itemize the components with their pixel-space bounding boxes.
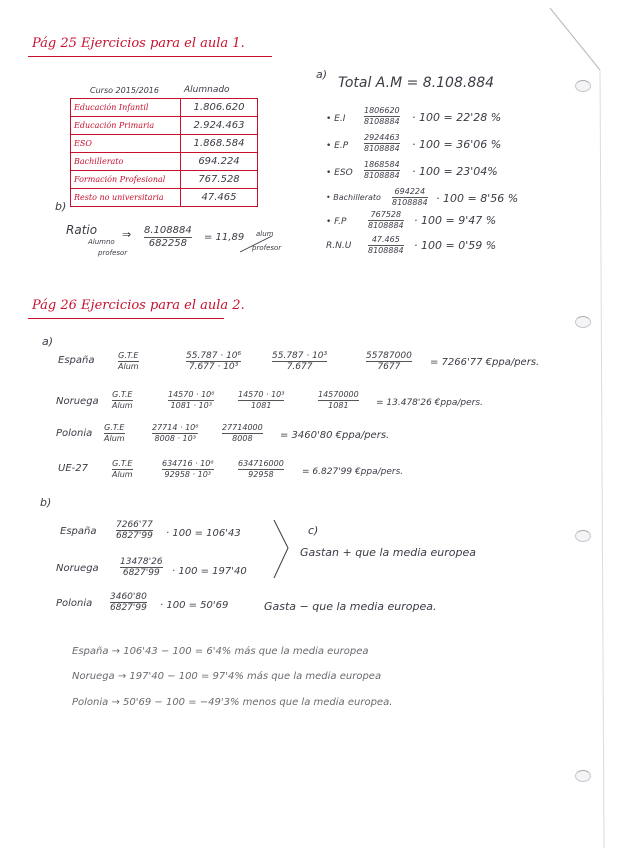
country-label: Polonia	[56, 598, 93, 609]
total-enrollment: Total A.M = 8.108.884	[338, 75, 495, 91]
table-header-course: Curso 2015/2016	[90, 86, 159, 95]
row-value: 47.465	[181, 189, 258, 207]
country-label: UE-27	[58, 463, 88, 474]
country-label: Polonia	[56, 428, 93, 439]
calc-result: · 100 = 22'28 %	[412, 111, 502, 124]
calc-result: · 100 = 9'47 %	[414, 214, 497, 227]
country-label: Noruega	[56, 563, 99, 574]
calc-result: · 100 = 0'59 %	[414, 239, 497, 252]
calc-result: · 100 = 106'43	[166, 528, 241, 539]
page-fold-edge	[540, 0, 617, 848]
enrollment-table	[70, 98, 258, 207]
row-label: ESO	[71, 135, 181, 153]
row-label: Resto no universitaria	[71, 189, 181, 207]
calc-fraction: $\frac{694224}{8108884}$	[392, 187, 428, 207]
polonia-note: Gasta − que la media europea.	[264, 600, 437, 613]
brace-note: Gastan + que la media europea	[300, 546, 476, 559]
gte-fraction: G.T.E Alum	[112, 390, 133, 410]
calc-fraction: $\frac{\text{27714 · 10⁶}}{\text{8008 · 10³}}$	[152, 423, 199, 443]
table-row	[71, 135, 258, 153]
table-row	[71, 99, 258, 117]
p26-part-b-label: b)	[40, 496, 52, 509]
calc-fraction: $\frac{27714000}{8008}$	[222, 423, 263, 443]
calc-fraction: $\frac{\text{14570 · 10⁶}}{\text{1081 · 10³}}$	[168, 390, 215, 410]
arrow-icon: ⇒	[122, 228, 132, 241]
country-label: España	[60, 526, 97, 537]
ratio-sub-teacher: profesor	[98, 249, 128, 257]
row-value: 767.528	[181, 171, 258, 189]
calc-fraction: $\frac{\text{634716 · 10⁶}}{\text{92958 · 10³}}$	[162, 459, 214, 479]
table-row	[71, 153, 258, 171]
calc-fraction: $\frac{14570000}{1081}$	[318, 390, 359, 410]
table-row	[71, 189, 258, 207]
calc-row-name: • Bachillerato	[326, 193, 381, 202]
row-label: Educación Infantil	[71, 99, 181, 117]
calc-fraction: $\frac{634716000}{92958}$	[238, 459, 284, 479]
calc-result: = 7266'77 €ppa/pers.	[430, 357, 540, 368]
calc-row-name: • ESO	[326, 168, 353, 178]
calc-fraction: $\frac{\text{55.787 · 10³}}{7.677}$	[272, 351, 328, 372]
ratio-result: = 11,89	[204, 232, 245, 243]
calc-row-name: • E.P	[326, 141, 349, 151]
unit-slash	[236, 232, 276, 256]
row-label: Educación Primaria	[71, 117, 181, 135]
calc-fraction: $\frac{7266'77}{6827'99}$	[116, 520, 153, 541]
conclusion-line: Noruega → 197'40 − 100 = 97'4% más que la media europea	[72, 671, 382, 682]
calc-result: · 100 = 23'04%	[412, 165, 498, 178]
country-label: Noruega	[56, 396, 99, 407]
ratio-unit-bottom: profesor	[252, 244, 282, 252]
row-label: Bachillerato	[71, 153, 181, 171]
row-value: 1.806.620	[181, 99, 258, 117]
gte-fraction: G.T.E Alum	[112, 459, 133, 479]
gte-fraction: G.T.E Alum	[104, 423, 125, 443]
calc-fraction: $\frac{13478'26}{6827'99}$	[120, 557, 163, 578]
calc-fraction: $\frac{767528}{8108884}$	[368, 210, 404, 230]
country-label: España	[58, 355, 95, 366]
calc-result: · 100 = 50'69	[160, 600, 229, 611]
row-value: 1.868.584	[181, 135, 258, 153]
table-row	[71, 171, 258, 189]
calc-result: = 3460'80 €ppa/pers.	[280, 430, 390, 441]
calc-fraction: $\frac{\text{14570 · 10³}}{1081}$	[238, 390, 285, 410]
row-label: Formación Profesional	[71, 171, 181, 189]
brace-icon	[272, 518, 292, 582]
page26-title-underline	[28, 318, 224, 319]
calc-fraction: $\frac{1806620}{8108884}$	[364, 106, 400, 126]
calc-fraction: $\frac{55787000}{7677}$	[366, 351, 412, 372]
page25-title: Pág 25 Ejercicios para el aula 1.	[32, 36, 245, 51]
row-value: 694.224	[181, 153, 258, 171]
calc-fraction: $\frac{47.465}{8108884}$	[368, 235, 404, 255]
table-row	[71, 117, 258, 135]
calc-row-name: • E.I	[326, 114, 346, 124]
page25-title-underline	[28, 56, 272, 57]
ratio-sub-students: Alumno	[88, 238, 115, 246]
calc-row-name: • F.P	[326, 217, 347, 227]
calc-result: = 6.827'99 €ppa/pers.	[302, 467, 404, 477]
calc-row-name: R.N.U	[326, 241, 352, 251]
gte-fraction: G.T.E Alum	[118, 351, 139, 371]
calc-result: · 100 = 8'56 %	[436, 192, 519, 205]
calc-fraction: $\frac{\text{55.787 · 10⁶}}{\text{7.677 · 10³}}$	[186, 351, 242, 372]
calc-fraction: $\frac{3460'80}{6827'99}$	[110, 592, 147, 613]
calc-result: · 100 = 36'06 %	[412, 138, 502, 151]
part-a-label: a)	[316, 68, 328, 81]
ratio-word: Ratio	[66, 223, 98, 237]
p26-part-c-label: c)	[308, 524, 319, 537]
calc-fraction: $\frac{1868584}{8108884}$	[364, 160, 400, 180]
part-b-label: b)	[55, 200, 67, 213]
ratio-fraction: $\frac{8.108884}{682258}$	[144, 225, 192, 249]
calc-result: = 13.478'26 €ppa/pers.	[376, 398, 483, 408]
table-header-students: Alumnado	[184, 85, 230, 95]
row-value: 2.924.463	[181, 117, 258, 135]
calc-result: · 100 = 197'40	[172, 566, 247, 577]
page26-title: Pág 26 Ejercicios para el aula 2.	[32, 298, 245, 313]
conclusion-line: Polonia → 50'69 − 100 = −49'3% menos que la media europea.	[72, 697, 393, 708]
ratio-unit-top: alum	[256, 230, 274, 238]
p26-part-a-label: a)	[42, 335, 54, 348]
conclusion-line: España → 106'43 − 100 = 6'4% más que la media europea	[72, 646, 369, 657]
calc-fraction: $\frac{2924463}{8108884}$	[364, 133, 400, 153]
